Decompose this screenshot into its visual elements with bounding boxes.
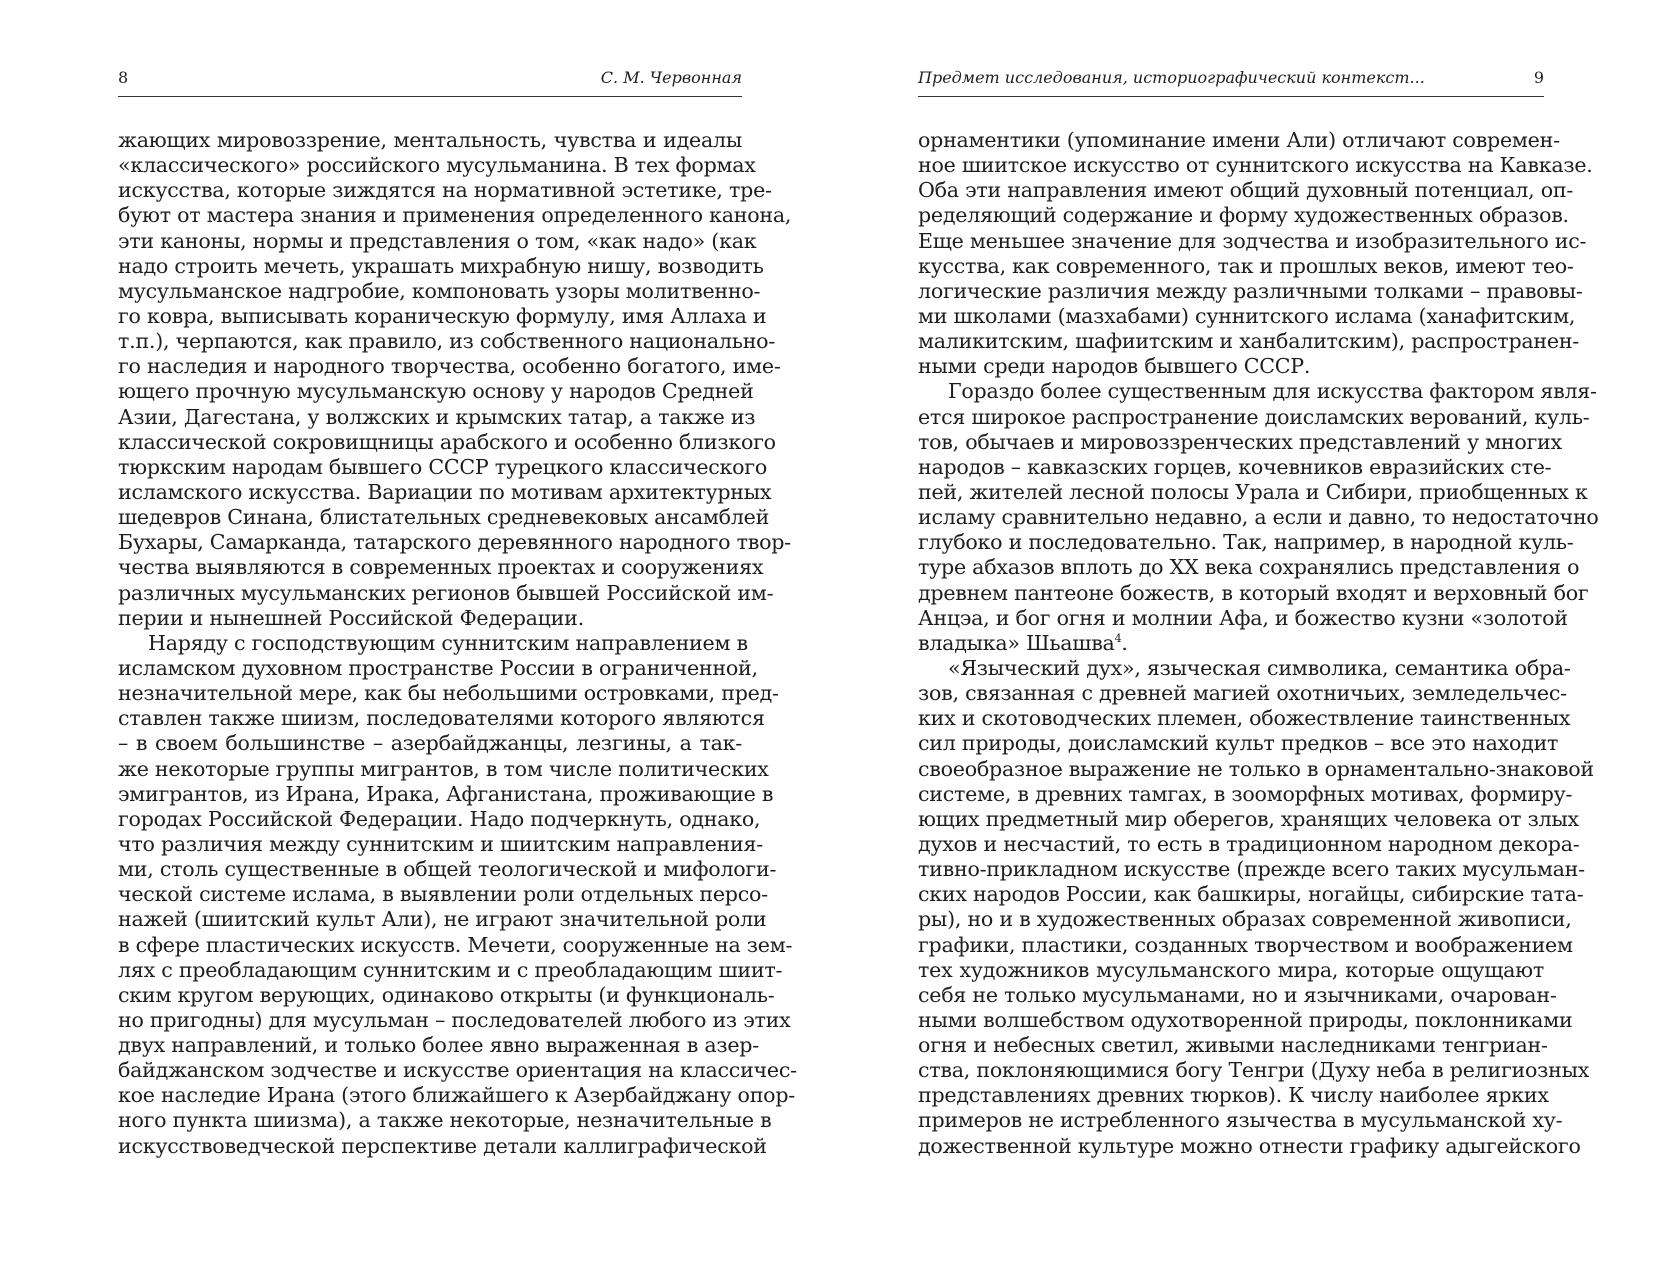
text-line: представлениях древних тюрков). К числу наиболее ярких (918, 1083, 1549, 1108)
text-line: пей, жителей лесной полосы Урала и Сибири, приобщенных к (918, 479, 1588, 504)
text-line: шедевров Синана, блистательных средневековых ансамблей (118, 505, 770, 530)
text-line: системе, в древних тамгах, в зооморфных мотивах, формиру- (918, 781, 1573, 806)
paragraph-end-line: перии и нынешней Российской Федерации. (118, 605, 584, 630)
text-line: Еще меньшее значение для зодчества и изобразительного ис- (918, 228, 1587, 253)
header-rule (118, 96, 742, 97)
text-line: ется широкое распространение доисламских верований, куль- (918, 404, 1590, 429)
text-line: лях с преобладающим суннитским и с преобладающим шиит- (118, 957, 783, 982)
text-line: графики, пластики, созданных творчеством и воображением (918, 932, 1573, 957)
footnote-reference[interactable]: 4 (1114, 631, 1122, 645)
text-line: городах Российской Федерации. Надо подчеркнуть, однако, (118, 806, 761, 831)
text-line: тех художников мусульманского мира, которые ощущают (918, 957, 1544, 982)
text-line: мусульманское надгробие, компоновать узоры молитвенно- (118, 278, 761, 303)
text-line: эти каноны, нормы и представления о том, «как надо» (как (118, 228, 757, 253)
text-line: т.п.), черпаются, как правило, из собственного национально- (118, 329, 776, 354)
paragraph-start-line: Гораздо более существенным для искусства фактором явля- (948, 379, 1597, 404)
text-line: ющих предметный мир оберегов, хранящих человека от злых (918, 806, 1579, 831)
paragraph-start-line: Наряду с господствующим суннитским направлением в (148, 630, 748, 655)
text-line: орнаментики (упоминание имени Али) отличают современ- (918, 128, 1560, 152)
text-line: «классического» российского мусульманина. В тех формах (118, 153, 756, 178)
text-line: туре абхазов вплоть до XX века сохранялись представления о (918, 555, 1580, 580)
text-line: тивно-прикладном искусстве (прежде всего таких мусульман- (918, 857, 1585, 882)
page-number: 8 (118, 68, 129, 87)
text-line: зов, связанная с древней магией охотничьих, земледельчес- (918, 681, 1567, 706)
text-line: го наследия и народного творчества, особенно богатого, име- (118, 354, 781, 379)
text-line: Азии, Дагестана, у волжских и крымских татар, а также из (118, 404, 756, 429)
text-line: Оба эти направления имеют общий духовный потенциал, оп- (918, 178, 1574, 203)
text-line: ющего прочную мусульманскую основу у народов Средней (118, 379, 754, 404)
text-line: сил природы, доисламский культ предков – все это находит (918, 731, 1559, 756)
running-title-chapter: Предмет исследования, историографический контекст... (918, 68, 1425, 87)
text-line: – в своем большинстве – азербайджанцы, лезгины, а так- (118, 731, 742, 756)
text-line: исламском духовном пространстве России в ограниченной, (118, 655, 758, 680)
text-line: ставлен также шиизм, последователями которого являются (118, 706, 765, 731)
left-page-header (118, 66, 742, 96)
text-line: себя не только мусульманами, но и язычниками, очарован- (918, 982, 1557, 1007)
left-page-body (118, 128, 797, 1159)
text-line: дожественной культуре можно отнести графику адыгейского (918, 1133, 1581, 1158)
text-line: маликитским, шафиитским и ханбалитским), распространен- (918, 329, 1579, 354)
text-line: же некоторые группы мигрантов, в том числе политических (118, 756, 769, 781)
text-line: древнем пантеоне божеств, в который входят и верховный бог (918, 580, 1589, 605)
paragraph-start-line: «Языческий дух», языческая символика, семантика обра- (948, 655, 1571, 680)
text-line: надо строить мечеть, украшать михрабную нишу, возводить (118, 253, 764, 278)
text-line: буют от мастера знания и применения определенного канона, (118, 203, 792, 228)
right-page-body (918, 128, 1599, 1159)
text-line: кое наследие Ирана (этого ближайшего к Азербайджану опор- (118, 1083, 795, 1108)
text-line: своеобразное выражение не только в орнаментально-знаковой (918, 756, 1594, 781)
text-line: что различия между суннитским и шиитским направления- (118, 831, 763, 856)
text-line: Анцэа, и бог огня и молнии Афа, и божество кузни «золотой (918, 605, 1568, 630)
text-line: ства, поклоняющимися богу Тенгри (Духу неба в религиозных (918, 1058, 1590, 1083)
text-line: ного пункта шиизма), а также некоторые, незначительные в (118, 1108, 772, 1133)
text-line: тов, обычаев и мировоззренческих представлений у многих (918, 429, 1562, 454)
text-line: двух направлений, и только более явно выраженная в азер- (118, 1033, 759, 1058)
text-line: жающих мировоззрение, ментальность, чувства и идеалы (118, 128, 742, 152)
text-line: логические различия между различными толками – правовы- (918, 278, 1583, 303)
text-line: эмигрантов, из Ирана, Ирака, Афганистана, проживающие в (118, 781, 774, 806)
text-line: ским кругом верующих, одинаково открыты (и функциональ- (118, 982, 775, 1007)
text-line: искусствоведческой перспективе детали каллиграфической (118, 1133, 767, 1158)
running-title-author: С. М. Червонная (600, 68, 742, 87)
text-line: примеров не истребленного язычества в мусульманской ху- (918, 1108, 1563, 1133)
page-number: 9 (1533, 68, 1544, 87)
paragraph-end-line (918, 631, 1544, 656)
footnote-line-text: владыка» Шьашва (918, 630, 1115, 655)
text-line: го ковра, выписывать кораническую формулу, имя Аллаха и (118, 303, 767, 328)
right-page (918, 0, 1599, 1270)
text-line: исламу сравнительно недавно, а если и давно, то недостаточно (918, 505, 1599, 530)
text-line: байджанском зодчестве и искусстве ориентация на классичес- (118, 1058, 797, 1083)
text-line: ределяющий содержание и форму художественных образов. (918, 203, 1569, 228)
right-page-header (918, 66, 1544, 96)
footnote-line-tail: . (1121, 630, 1128, 655)
text-line: ских народов России, как башкиры, ногайцы, сибирские тата- (918, 882, 1584, 907)
text-line: классической сокровищницы арабского и особенно близкого (118, 429, 776, 454)
text-line: огня и небесных светил, живыми наследниками тенгриан- (918, 1033, 1548, 1058)
text-line: кусства, как современного, так и прошлых веков, имеют тео- (918, 253, 1574, 278)
text-line: нажей (шиитский культ Али), не играют значительной роли (118, 907, 767, 932)
text-line: ких и скотоводческих племен, обожествление таинственных (918, 706, 1571, 731)
header-rule (918, 96, 1544, 97)
text-line: искусства, которые зиждятся на нормативной эстетике, тре- (118, 178, 772, 203)
paragraph-end-line: ными среди народов бывшего СССР. (918, 354, 1311, 379)
text-line: ми школами (мазхабами) суннитского ислама (ханафитским, (918, 303, 1576, 328)
text-line: ными волшебством одухотворенной природы, поклонниками (918, 1007, 1573, 1032)
text-line: но пригодны) для мусульман – последователей любого из этих (118, 1007, 791, 1032)
text-line: ми, столь существенные в общей теологической и мифологи- (118, 857, 777, 882)
text-line: различных мусульманских регионов бывшей Российской им- (118, 580, 774, 605)
text-line: Бухары, Самарканда, татарского деревянного народного твор- (118, 530, 791, 555)
text-line: тюркским народам бывшего СССР турецкого классического (118, 454, 767, 479)
text-line: духов и несчастий, то есть в традиционном народном декора- (918, 831, 1580, 856)
text-line: чества выявляются в современных проектах и сооружениях (118, 555, 764, 580)
text-line: в сфере пластических искусств. Мечети, сооруженные на зем- (118, 932, 793, 957)
text-line: глубоко и последовательно. Так, например, в народной куль- (918, 530, 1574, 555)
text-line: народов – кавказских горцев, кочевников евразийских сте- (918, 454, 1552, 479)
text-line: ры), но и в художественных образах современной живописи, (918, 907, 1572, 932)
left-page (118, 0, 797, 1270)
text-line: исламского искусства. Вариации по мотивам архитектурных (118, 479, 772, 504)
text-line: незначительной мере, как бы небольшими островками, пред- (118, 681, 779, 706)
text-line: ное шиитское искусство от суннитского искусства на Кавказе. (918, 153, 1593, 178)
text-line: ческой системе ислама, в выявлении роли отдельных персо- (118, 882, 768, 907)
